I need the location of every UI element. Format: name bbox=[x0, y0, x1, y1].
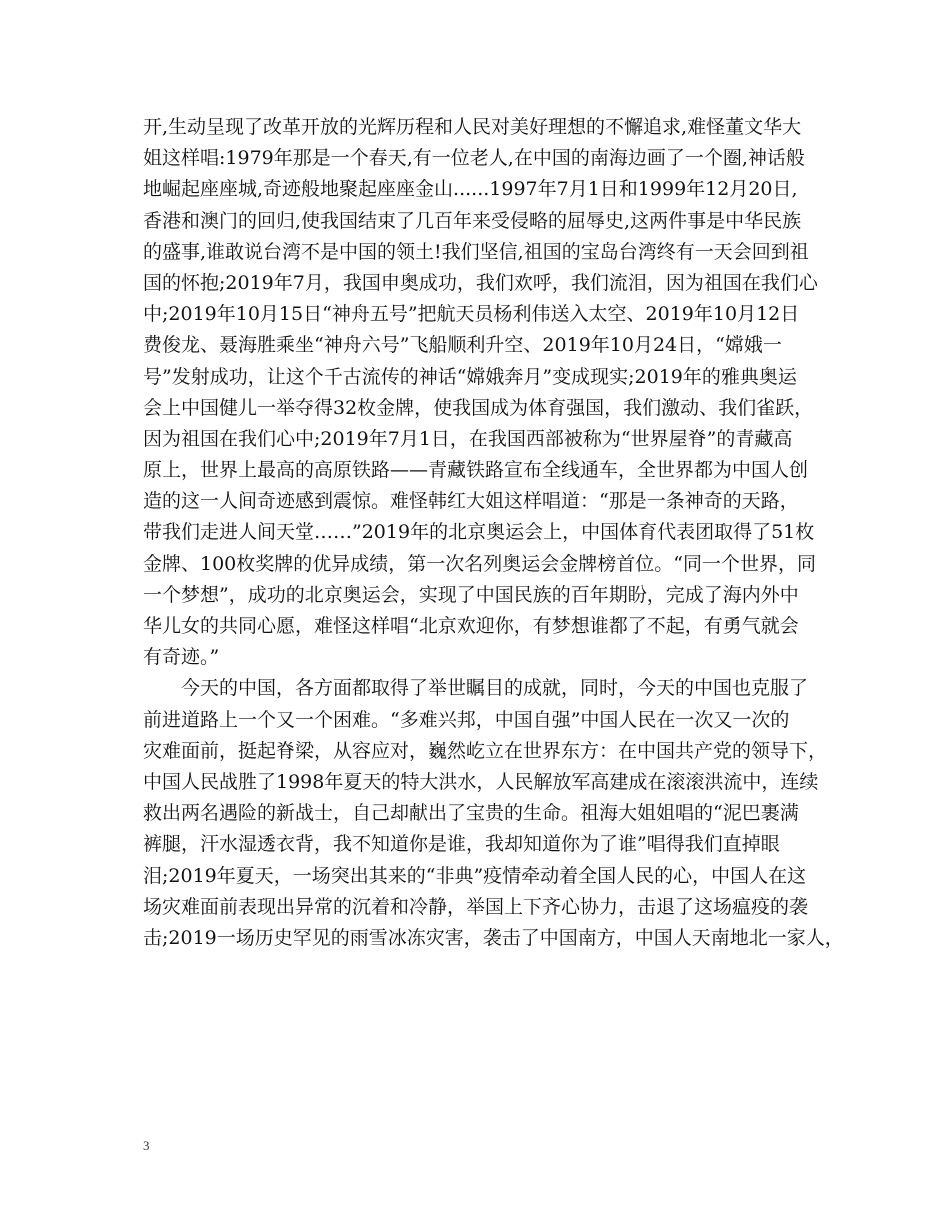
text-line: 号”发射成功，让这个千古流传的神话“嫦娥奔月”变成现实;2019年的雅典奥运 bbox=[143, 365, 797, 388]
text-line: 中;2019年10月15日“神舟五号”把航天员杨利伟送入太空、2019年10月12日 bbox=[143, 303, 800, 326]
text-line: 裤腿，汗水湿透衣背，我不知道你是谁，我却知道你为了谁”唱得我们直掉眼 bbox=[143, 833, 780, 856]
text-line: 地崛起座座城,奇迹般地聚起座座金山......1997年7月1日和1999年12月20日, bbox=[143, 178, 798, 201]
text-line: 一个梦想”，成功的北京奥运会，实现了中国民族的百年期盼，完成了海内外中 bbox=[143, 583, 799, 606]
text-line: 国的怀抱;2019年7月，我国申奥成功，我们欢呼，我们流泪，因为祖国在我们心 bbox=[143, 271, 818, 294]
text-line: 有奇迹。” bbox=[143, 646, 220, 669]
text-line: 金牌、100枚奖牌的优异成绩，第一次名列奥运会金牌榜首位。“同一个世界，同 bbox=[143, 552, 816, 575]
paragraph-first-line: 今天的中国，各方面都取得了举世瞩目的成就，同时，今天的中国也克服了 bbox=[181, 677, 809, 700]
text-line: 场灾难面前表现出异常的沉着和冷静，举国上下齐心协力，击退了这场瘟疫的袭 bbox=[143, 895, 809, 918]
text-line: 费俊龙、聂海胜乘坐“神舟六号”飞船顺利升空、2019年10月24日，“嫦娥一 bbox=[143, 334, 782, 357]
text-line: 原上，世界上最高的高原铁路——青藏铁路宣布全线通车，全世界都为中国人创 bbox=[143, 459, 809, 482]
text-line: 带我们走进人间天堂……”2019年的北京奥运会上，中国体育代表团取得了51枚 bbox=[143, 521, 815, 544]
text-line: 姐这样唱:1979年那是一个春天,有一位老人,在中国的南海边画了一个圈,神话般 bbox=[143, 147, 805, 170]
text-line: 救出两名遇险的新战士，自己却献出了宝贵的生命。祖海大姐姐唱的“泥巴裹满 bbox=[143, 802, 799, 825]
text-line: 击;2019一场历史罕见的雨雪冰冻灾害，袭击了中国南方，中国人天南地北一家人， bbox=[143, 926, 844, 949]
text-line: 前进道路上一个又一个困难。“多难兴邦，中国自强”中国人民在一次又一次的 bbox=[143, 708, 790, 731]
text-line: 泪;2019年夏天，一场突出其来的“非典”疫情牵动着全国人民的心，中国人在这 bbox=[143, 864, 807, 887]
text-line: 灾难面前，挺起脊梁，从容应对，巍然屹立在世界东方：在中国共产党的领导下， bbox=[143, 739, 828, 762]
text-line: 中国人民战胜了1998年夏天的特大洪水，人民解放军高建成在滚滚洪流中，连续 bbox=[143, 770, 819, 793]
text-line: 华儿女的共同心愿，难怪这样唱“北京欢迎你，有梦想谁都了不起，有勇气就会 bbox=[143, 615, 799, 637]
text-line: 的盛事,谁敢说台湾不是中国的领土!我们坚信,祖国的宝岛台湾终有一天会回到祖 bbox=[143, 240, 809, 263]
text-line: 会上中国健儿一举夺得32枚金牌，使我国成为体育强国，我们激动、我们雀跃， bbox=[143, 396, 814, 419]
page-number: 3 bbox=[143, 1138, 150, 1153]
text-line: 因为祖国在我们心中;2019年7月1日，在我国西部被称为“世界屋脊”的青藏高 bbox=[143, 427, 793, 450]
text-line: 香港和澳门的回归,使我国结束了几百年来受侵略的屈辱史,这两件事是中华民族 bbox=[143, 209, 802, 232]
text-line: 造的这一人间奇迹感到震惊。难怪韩红大姐这样唱道：“那是一条神奇的天路， bbox=[143, 490, 799, 513]
body-text bbox=[143, 112, 844, 954]
text-line: 开,生动呈现了改革开放的光辉历程和人民对美好理想的不懈追求,难怪董文华大 bbox=[143, 116, 802, 138]
